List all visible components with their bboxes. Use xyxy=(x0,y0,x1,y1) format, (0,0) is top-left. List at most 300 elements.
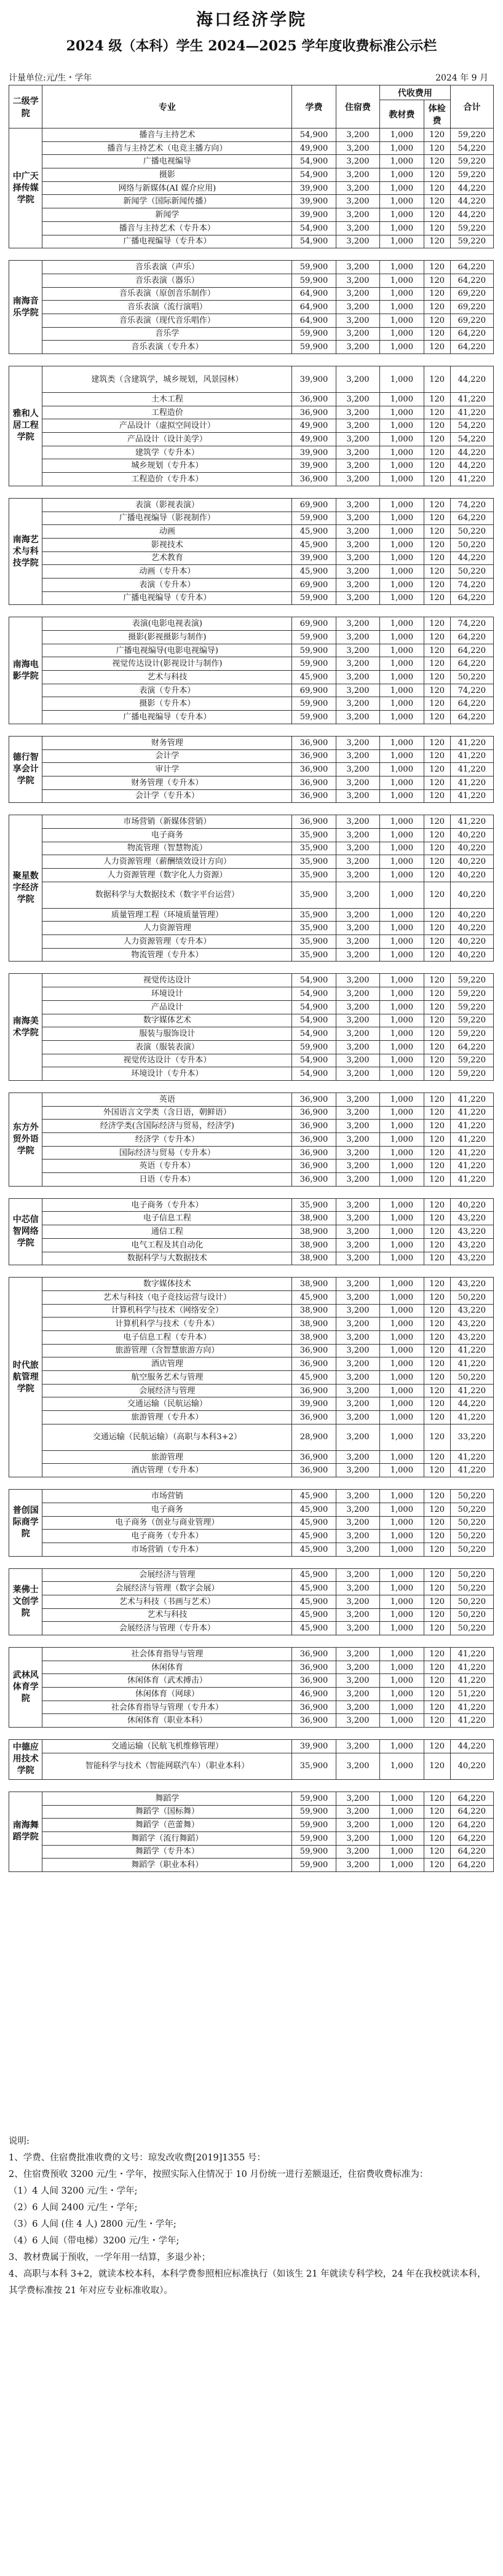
physical-cell: 120 xyxy=(424,1648,450,1661)
physical-cell: 120 xyxy=(424,1792,450,1805)
total-cell: 50,220 xyxy=(450,1568,493,1582)
tuition-cell: 28,900 xyxy=(292,1424,336,1450)
tuition-cell: 45,900 xyxy=(292,1622,336,1635)
table-row xyxy=(9,1543,494,1556)
textbook-cell: 1,000 xyxy=(380,617,424,631)
table-row xyxy=(9,406,494,419)
total-cell: 41,220 xyxy=(450,763,493,776)
textbook-cell: 1,000 xyxy=(380,736,424,749)
textbook-cell: 1,000 xyxy=(380,578,424,591)
dorm-cell: 3,200 xyxy=(336,1212,379,1225)
textbook-cell: 1,000 xyxy=(380,987,424,1001)
table-row xyxy=(9,1688,494,1701)
unit-label: 计量单位:元/生・学年 xyxy=(9,73,92,83)
dorm-cell: 3,200 xyxy=(336,591,379,605)
tuition-cell: 38,900 xyxy=(292,1212,336,1225)
tuition-cell: 45,900 xyxy=(292,671,336,684)
total-cell: 74,220 xyxy=(450,617,493,631)
table-row xyxy=(9,591,494,605)
total-cell: 43,220 xyxy=(450,1212,493,1225)
physical-cell: 120 xyxy=(424,208,450,222)
table-row xyxy=(9,842,494,855)
textbook-cell: 1,000 xyxy=(380,341,424,354)
dorm-cell: 3,200 xyxy=(336,736,379,749)
total-cell: 44,220 xyxy=(450,181,493,195)
physical-cell: 120 xyxy=(424,1357,450,1371)
major-cell: 数字媒体技术 xyxy=(42,1278,292,1291)
tuition-cell: 59,900 xyxy=(292,1792,336,1805)
tuition-cell: 45,900 xyxy=(292,525,336,539)
textbook-cell: 1,000 xyxy=(380,1173,424,1187)
major-cell: 音乐表演（现代音乐唱作） xyxy=(42,314,292,327)
physical-cell: 120 xyxy=(424,828,450,842)
physical-cell: 120 xyxy=(424,1027,450,1041)
total-cell: 41,220 xyxy=(450,1160,493,1173)
major-cell: 艺术与科技（电子竞技运营与设计） xyxy=(42,1290,292,1304)
textbook-cell: 1,000 xyxy=(380,221,424,235)
physical-cell: 120 xyxy=(424,1714,450,1728)
group-separator xyxy=(9,1556,494,1568)
textbook-cell: 1,000 xyxy=(380,1845,424,1859)
tuition-cell: 59,900 xyxy=(292,274,336,287)
major-cell: 英语 xyxy=(42,1092,292,1106)
textbook-cell: 1,000 xyxy=(380,1371,424,1385)
tuition-cell: 36,900 xyxy=(292,473,336,486)
textbook-cell: 1,000 xyxy=(380,1701,424,1714)
major-cell: 酒店管理 xyxy=(42,1357,292,1371)
table-row xyxy=(9,776,494,789)
tuition-cell: 59,900 xyxy=(292,657,336,671)
major-cell: 社会体育指导与管理（专升本） xyxy=(42,1701,292,1714)
major-cell: 艺术与科技 xyxy=(42,1608,292,1622)
major-cell: 广播电视编导(电影电视编导) xyxy=(42,644,292,657)
table-row xyxy=(9,1740,494,1753)
textbook-cell: 1,000 xyxy=(380,763,424,776)
total-cell: 40,220 xyxy=(450,1753,493,1779)
table-row xyxy=(9,1516,494,1530)
note-item: 4、高职与本科 3+2，就读本校本科，本科学费参照相应标准执行（如该生 21 年就读专科学校，24 年在我校就读本科，其学费标准按 21 年对应专业标准收取）。 xyxy=(9,2269,486,2296)
physical-cell: 120 xyxy=(424,1622,450,1635)
school-cell: 南海艺术与科技学院 xyxy=(9,498,42,605)
textbook-cell: 1,000 xyxy=(380,287,424,301)
major-cell: 财务管理 xyxy=(42,736,292,749)
school-cell: 东方外贸外语学院 xyxy=(9,1092,42,1186)
textbook-cell: 1,000 xyxy=(380,406,424,419)
total-cell: 41,220 xyxy=(450,789,493,803)
header-total: 合计 xyxy=(450,85,493,128)
group-separator xyxy=(9,724,494,736)
table-row xyxy=(9,1173,494,1187)
header-tuition: 学费 xyxy=(292,85,336,128)
table-row xyxy=(9,1674,494,1688)
total-cell: 41,220 xyxy=(450,815,493,829)
physical-cell: 120 xyxy=(424,987,450,1001)
dorm-cell: 3,200 xyxy=(336,922,379,935)
tuition-cell: 36,900 xyxy=(292,1357,336,1371)
dorm-cell: 3,200 xyxy=(336,1464,379,1477)
physical-cell: 120 xyxy=(424,538,450,551)
tuition-cell: 36,900 xyxy=(292,1661,336,1674)
dorm-cell: 3,200 xyxy=(336,935,379,949)
separator-cell xyxy=(9,1477,494,1490)
major-cell: 数据科学与大数据技术 xyxy=(42,1252,292,1265)
total-cell: 74,220 xyxy=(450,498,493,512)
table-row xyxy=(9,1411,494,1424)
physical-cell: 120 xyxy=(424,882,450,908)
tuition-cell: 59,900 xyxy=(292,512,336,525)
separator-cell xyxy=(9,1556,494,1568)
physical-cell: 120 xyxy=(424,1595,450,1608)
group-separator xyxy=(9,354,494,366)
tuition-cell: 64,900 xyxy=(292,301,336,314)
table-row xyxy=(9,473,494,486)
textbook-cell: 1,000 xyxy=(380,195,424,208)
major-cell: 产品设计 xyxy=(42,1000,292,1014)
publish-date: 2024 年 9 月 xyxy=(435,73,488,83)
dorm-cell: 3,200 xyxy=(336,1859,379,1872)
textbook-cell: 1,000 xyxy=(380,711,424,724)
table-row xyxy=(9,221,494,235)
dorm-cell: 3,200 xyxy=(336,789,379,803)
textbook-cell: 1,000 xyxy=(380,512,424,525)
total-cell: 41,220 xyxy=(450,1661,493,1674)
physical-cell: 120 xyxy=(424,419,450,433)
tuition-cell: 39,900 xyxy=(292,459,336,473)
total-cell: 41,220 xyxy=(450,1357,493,1371)
textbook-cell: 1,000 xyxy=(380,1805,424,1819)
physical-cell: 120 xyxy=(424,473,450,486)
tuition-cell: 64,900 xyxy=(292,287,336,301)
textbook-cell: 1,000 xyxy=(380,1859,424,1872)
major-cell: 摄影(影视摄影与制作) xyxy=(42,631,292,644)
dorm-cell: 3,200 xyxy=(336,1503,379,1516)
tuition-cell: 35,900 xyxy=(292,842,336,855)
major-cell: 航空服务艺术与管理 xyxy=(42,1371,292,1385)
dorm-cell: 3,200 xyxy=(336,1357,379,1371)
dorm-cell: 3,200 xyxy=(336,828,379,842)
physical-cell: 120 xyxy=(424,1252,450,1265)
dorm-cell: 3,200 xyxy=(336,301,379,314)
tuition-cell: 38,900 xyxy=(292,1318,336,1331)
major-cell: 交通运输（民航飞机维修管理） xyxy=(42,1740,292,1753)
dorm-cell: 3,200 xyxy=(336,644,379,657)
major-cell: 广播电视编导（专升本） xyxy=(42,711,292,724)
major-cell: 通信工程 xyxy=(42,1225,292,1239)
textbook-cell: 1,000 xyxy=(380,789,424,803)
total-cell: 40,220 xyxy=(450,922,493,935)
physical-cell: 120 xyxy=(424,697,450,711)
major-cell: 舞蹈学（流行舞蹈） xyxy=(42,1831,292,1845)
separator-cell xyxy=(9,605,494,617)
table-row xyxy=(9,1304,494,1318)
physical-cell: 120 xyxy=(424,1040,450,1054)
tuition-cell: 59,900 xyxy=(292,327,336,341)
physical-cell: 120 xyxy=(424,855,450,869)
physical-cell: 120 xyxy=(424,948,450,962)
major-cell: 表演（服装表演） xyxy=(42,1040,292,1054)
total-cell: 59,220 xyxy=(450,987,493,1001)
dorm-cell: 3,200 xyxy=(336,1397,379,1411)
header-dorm: 住宿费 xyxy=(336,85,379,128)
total-cell: 69,220 xyxy=(450,314,493,327)
dorm-cell: 3,200 xyxy=(336,987,379,1001)
table-row xyxy=(9,1831,494,1845)
total-cell: 59,220 xyxy=(450,155,493,168)
total-cell: 44,220 xyxy=(450,1397,493,1411)
dorm-cell: 3,200 xyxy=(336,671,379,684)
total-cell: 41,220 xyxy=(450,1120,493,1133)
school-cell: 中德应用技术学院 xyxy=(9,1740,42,1780)
textbook-cell: 1,000 xyxy=(380,644,424,657)
textbook-cell: 1,000 xyxy=(380,1330,424,1344)
dorm-cell: 3,200 xyxy=(336,1120,379,1133)
textbook-cell: 1,000 xyxy=(380,1714,424,1728)
total-cell: 59,220 xyxy=(450,1054,493,1067)
tuition-cell: 39,900 xyxy=(292,181,336,195)
school-cell: 中芯信智网络学院 xyxy=(9,1198,42,1265)
table-row xyxy=(9,922,494,935)
major-cell: 交通运输（民航运输） xyxy=(42,1397,292,1411)
dorm-cell: 3,200 xyxy=(336,1252,379,1265)
table-row xyxy=(9,1106,494,1120)
major-cell: 网络与新媒体(AI 媒介应用) xyxy=(42,181,292,195)
table-row xyxy=(9,749,494,763)
physical-cell: 120 xyxy=(424,459,450,473)
physical-cell: 120 xyxy=(424,1530,450,1543)
total-cell: 44,220 xyxy=(450,446,493,459)
major-cell: 视觉传达设计（专升本） xyxy=(42,1054,292,1067)
school-cell: 德行智享会计学院 xyxy=(9,736,42,802)
physical-cell: 120 xyxy=(424,736,450,749)
textbook-cell: 1,000 xyxy=(380,749,424,763)
dorm-cell: 3,200 xyxy=(336,578,379,591)
tuition-cell: 46,900 xyxy=(292,1688,336,1701)
total-cell: 64,220 xyxy=(450,697,493,711)
tuition-cell: 36,900 xyxy=(292,789,336,803)
physical-cell: 120 xyxy=(424,789,450,803)
tuition-cell: 36,900 xyxy=(292,1411,336,1424)
separator-cell xyxy=(9,486,494,498)
table-row xyxy=(9,1845,494,1859)
major-cell: 人力资源管理（专升本） xyxy=(42,935,292,949)
notes-section xyxy=(9,2133,494,2299)
textbook-cell: 1,000 xyxy=(380,565,424,579)
school-cell: 莱佛士文创学院 xyxy=(9,1568,42,1635)
major-cell: 音乐学 xyxy=(42,327,292,341)
physical-cell: 120 xyxy=(424,1490,450,1503)
total-cell: 59,220 xyxy=(450,974,493,987)
total-cell: 43,220 xyxy=(450,1252,493,1265)
physical-cell: 120 xyxy=(424,141,450,155)
table-row xyxy=(9,419,494,433)
tuition-cell: 59,900 xyxy=(292,1845,336,1859)
total-cell: 41,220 xyxy=(450,406,493,419)
tuition-cell: 54,900 xyxy=(292,155,336,168)
dorm-cell: 3,200 xyxy=(336,1198,379,1212)
table-row xyxy=(9,1753,494,1779)
total-cell: 54,220 xyxy=(450,433,493,446)
dorm-cell: 3,200 xyxy=(336,1740,379,1753)
total-cell: 41,220 xyxy=(450,1146,493,1160)
textbook-cell: 1,000 xyxy=(380,1212,424,1225)
table-row xyxy=(9,697,494,711)
table-row xyxy=(9,1397,494,1411)
total-cell: 41,220 xyxy=(450,749,493,763)
textbook-cell: 1,000 xyxy=(380,419,424,433)
physical-cell: 120 xyxy=(424,1831,450,1845)
total-cell: 64,220 xyxy=(450,711,493,724)
table-row xyxy=(9,1503,494,1516)
textbook-cell: 1,000 xyxy=(380,525,424,539)
physical-cell: 120 xyxy=(424,631,450,644)
textbook-cell: 1,000 xyxy=(380,314,424,327)
textbook-cell: 1,000 xyxy=(380,155,424,168)
tuition-cell: 59,900 xyxy=(292,1040,336,1054)
table-row xyxy=(9,1701,494,1714)
major-cell: 舞蹈学（芭蕾舞） xyxy=(42,1819,292,1832)
dorm-cell: 3,200 xyxy=(336,1753,379,1779)
table-row xyxy=(9,366,494,393)
textbook-cell: 1,000 xyxy=(380,1198,424,1212)
tuition-cell: 36,900 xyxy=(292,763,336,776)
major-cell: 播音与主持艺术 xyxy=(42,128,292,142)
physical-cell: 120 xyxy=(424,1173,450,1187)
total-cell: 50,220 xyxy=(450,565,493,579)
total-cell: 41,220 xyxy=(450,393,493,406)
table-row xyxy=(9,433,494,446)
physical-cell: 120 xyxy=(424,869,450,882)
dorm-cell: 3,200 xyxy=(336,855,379,869)
dorm-cell: 3,200 xyxy=(336,1133,379,1147)
major-cell: 计算机科学与技术（专升本） xyxy=(42,1318,292,1331)
dorm-cell: 3,200 xyxy=(336,1582,379,1595)
major-cell: 电子商务（专升本） xyxy=(42,1198,292,1212)
textbook-cell: 1,000 xyxy=(380,922,424,935)
total-cell: 40,220 xyxy=(450,948,493,962)
textbook-cell: 1,000 xyxy=(380,235,424,248)
major-cell: 摄影 xyxy=(42,168,292,182)
dorm-cell: 3,200 xyxy=(336,1831,379,1845)
dorm-cell: 3,200 xyxy=(336,684,379,697)
physical-cell: 120 xyxy=(424,551,450,565)
tuition-cell: 54,900 xyxy=(292,1014,336,1027)
group-separator xyxy=(9,1186,494,1198)
tuition-cell: 54,900 xyxy=(292,1054,336,1067)
physical-cell: 120 xyxy=(424,1160,450,1173)
textbook-cell: 1,000 xyxy=(380,1516,424,1530)
physical-cell: 120 xyxy=(424,565,450,579)
textbook-cell: 1,000 xyxy=(380,1067,424,1081)
dorm-cell: 3,200 xyxy=(336,1530,379,1543)
major-cell: 质量管理工程（环境质量管理） xyxy=(42,908,292,922)
physical-cell: 120 xyxy=(424,1805,450,1819)
dorm-cell: 3,200 xyxy=(336,1000,379,1014)
textbook-cell: 1,000 xyxy=(380,1384,424,1397)
table-row xyxy=(9,141,494,155)
dorm-cell: 3,200 xyxy=(336,1792,379,1805)
physical-cell: 120 xyxy=(424,657,450,671)
dorm-cell: 3,200 xyxy=(336,538,379,551)
tuition-cell: 35,900 xyxy=(292,935,336,949)
physical-cell: 120 xyxy=(424,181,450,195)
major-cell: 智能科学与技术（智能网联汽车）（职业本科） xyxy=(42,1753,292,1779)
major-cell: 表演（专升本） xyxy=(42,578,292,591)
total-cell: 64,220 xyxy=(450,274,493,287)
physical-cell: 120 xyxy=(424,1371,450,1385)
dorm-cell: 3,200 xyxy=(336,1040,379,1054)
total-cell: 69,220 xyxy=(450,301,493,314)
textbook-cell: 1,000 xyxy=(380,908,424,922)
table-row xyxy=(9,711,494,724)
table-row xyxy=(9,446,494,459)
physical-cell: 120 xyxy=(424,776,450,789)
dorm-cell: 3,200 xyxy=(336,842,379,855)
textbook-cell: 1,000 xyxy=(380,1160,424,1173)
textbook-cell: 1,000 xyxy=(380,551,424,565)
physical-cell: 120 xyxy=(424,128,450,142)
major-cell: 服装与服饰设计 xyxy=(42,1027,292,1041)
total-cell: 64,220 xyxy=(450,512,493,525)
textbook-cell: 1,000 xyxy=(380,1595,424,1608)
total-cell: 59,220 xyxy=(450,1027,493,1041)
dorm-cell: 3,200 xyxy=(336,711,379,724)
note-item: （2）6 人间 2400 元/生・学年; xyxy=(9,2203,138,2213)
total-cell: 41,220 xyxy=(450,1450,493,1464)
major-cell: 产品设计（设计美学） xyxy=(42,433,292,446)
textbook-cell: 1,000 xyxy=(380,366,424,393)
table-row xyxy=(9,763,494,776)
dorm-cell: 3,200 xyxy=(336,631,379,644)
table-row xyxy=(9,341,494,354)
table-row xyxy=(9,1661,494,1674)
total-cell: 41,220 xyxy=(450,1092,493,1106)
dorm-cell: 3,200 xyxy=(336,657,379,671)
tuition-cell: 39,900 xyxy=(292,1397,336,1411)
total-cell: 41,220 xyxy=(450,1384,493,1397)
dorm-cell: 3,200 xyxy=(336,882,379,908)
textbook-cell: 1,000 xyxy=(380,1582,424,1595)
dorm-cell: 3,200 xyxy=(336,1411,379,1424)
table-row xyxy=(9,617,494,631)
tuition-cell: 54,900 xyxy=(292,974,336,987)
group-separator xyxy=(9,1728,494,1740)
table-row xyxy=(9,287,494,301)
total-cell: 41,220 xyxy=(450,736,493,749)
table-row xyxy=(9,882,494,908)
table-row xyxy=(9,974,494,987)
major-cell: 舞蹈学（职业本科） xyxy=(42,1859,292,1872)
textbook-cell: 1,000 xyxy=(380,1278,424,1291)
total-cell: 51,220 xyxy=(450,1688,493,1701)
dorm-cell: 3,200 xyxy=(336,1714,379,1728)
separator-cell xyxy=(9,1186,494,1198)
textbook-cell: 1,000 xyxy=(380,591,424,605)
dorm-cell: 3,200 xyxy=(336,1622,379,1635)
separator-cell xyxy=(9,724,494,736)
textbook-cell: 1,000 xyxy=(380,1252,424,1265)
group-separator xyxy=(9,1080,494,1092)
major-cell: 音乐表演（器乐） xyxy=(42,274,292,287)
dorm-cell: 3,200 xyxy=(336,1304,379,1318)
dorm-cell: 3,200 xyxy=(336,1845,379,1859)
group-separator xyxy=(9,486,494,498)
major-cell: 会展经济与管理 xyxy=(42,1384,292,1397)
note-item: 2、住宿费预收 3200 元/生・学年，按照实际入住情况于 10 月份统一进行差额退还，住宿费收费标准为： xyxy=(9,2170,429,2179)
physical-cell: 120 xyxy=(424,749,450,763)
major-cell: 城乡规划（专升本） xyxy=(42,459,292,473)
major-cell: 广播电视编导（专升本） xyxy=(42,235,292,248)
physical-cell: 120 xyxy=(424,261,450,274)
